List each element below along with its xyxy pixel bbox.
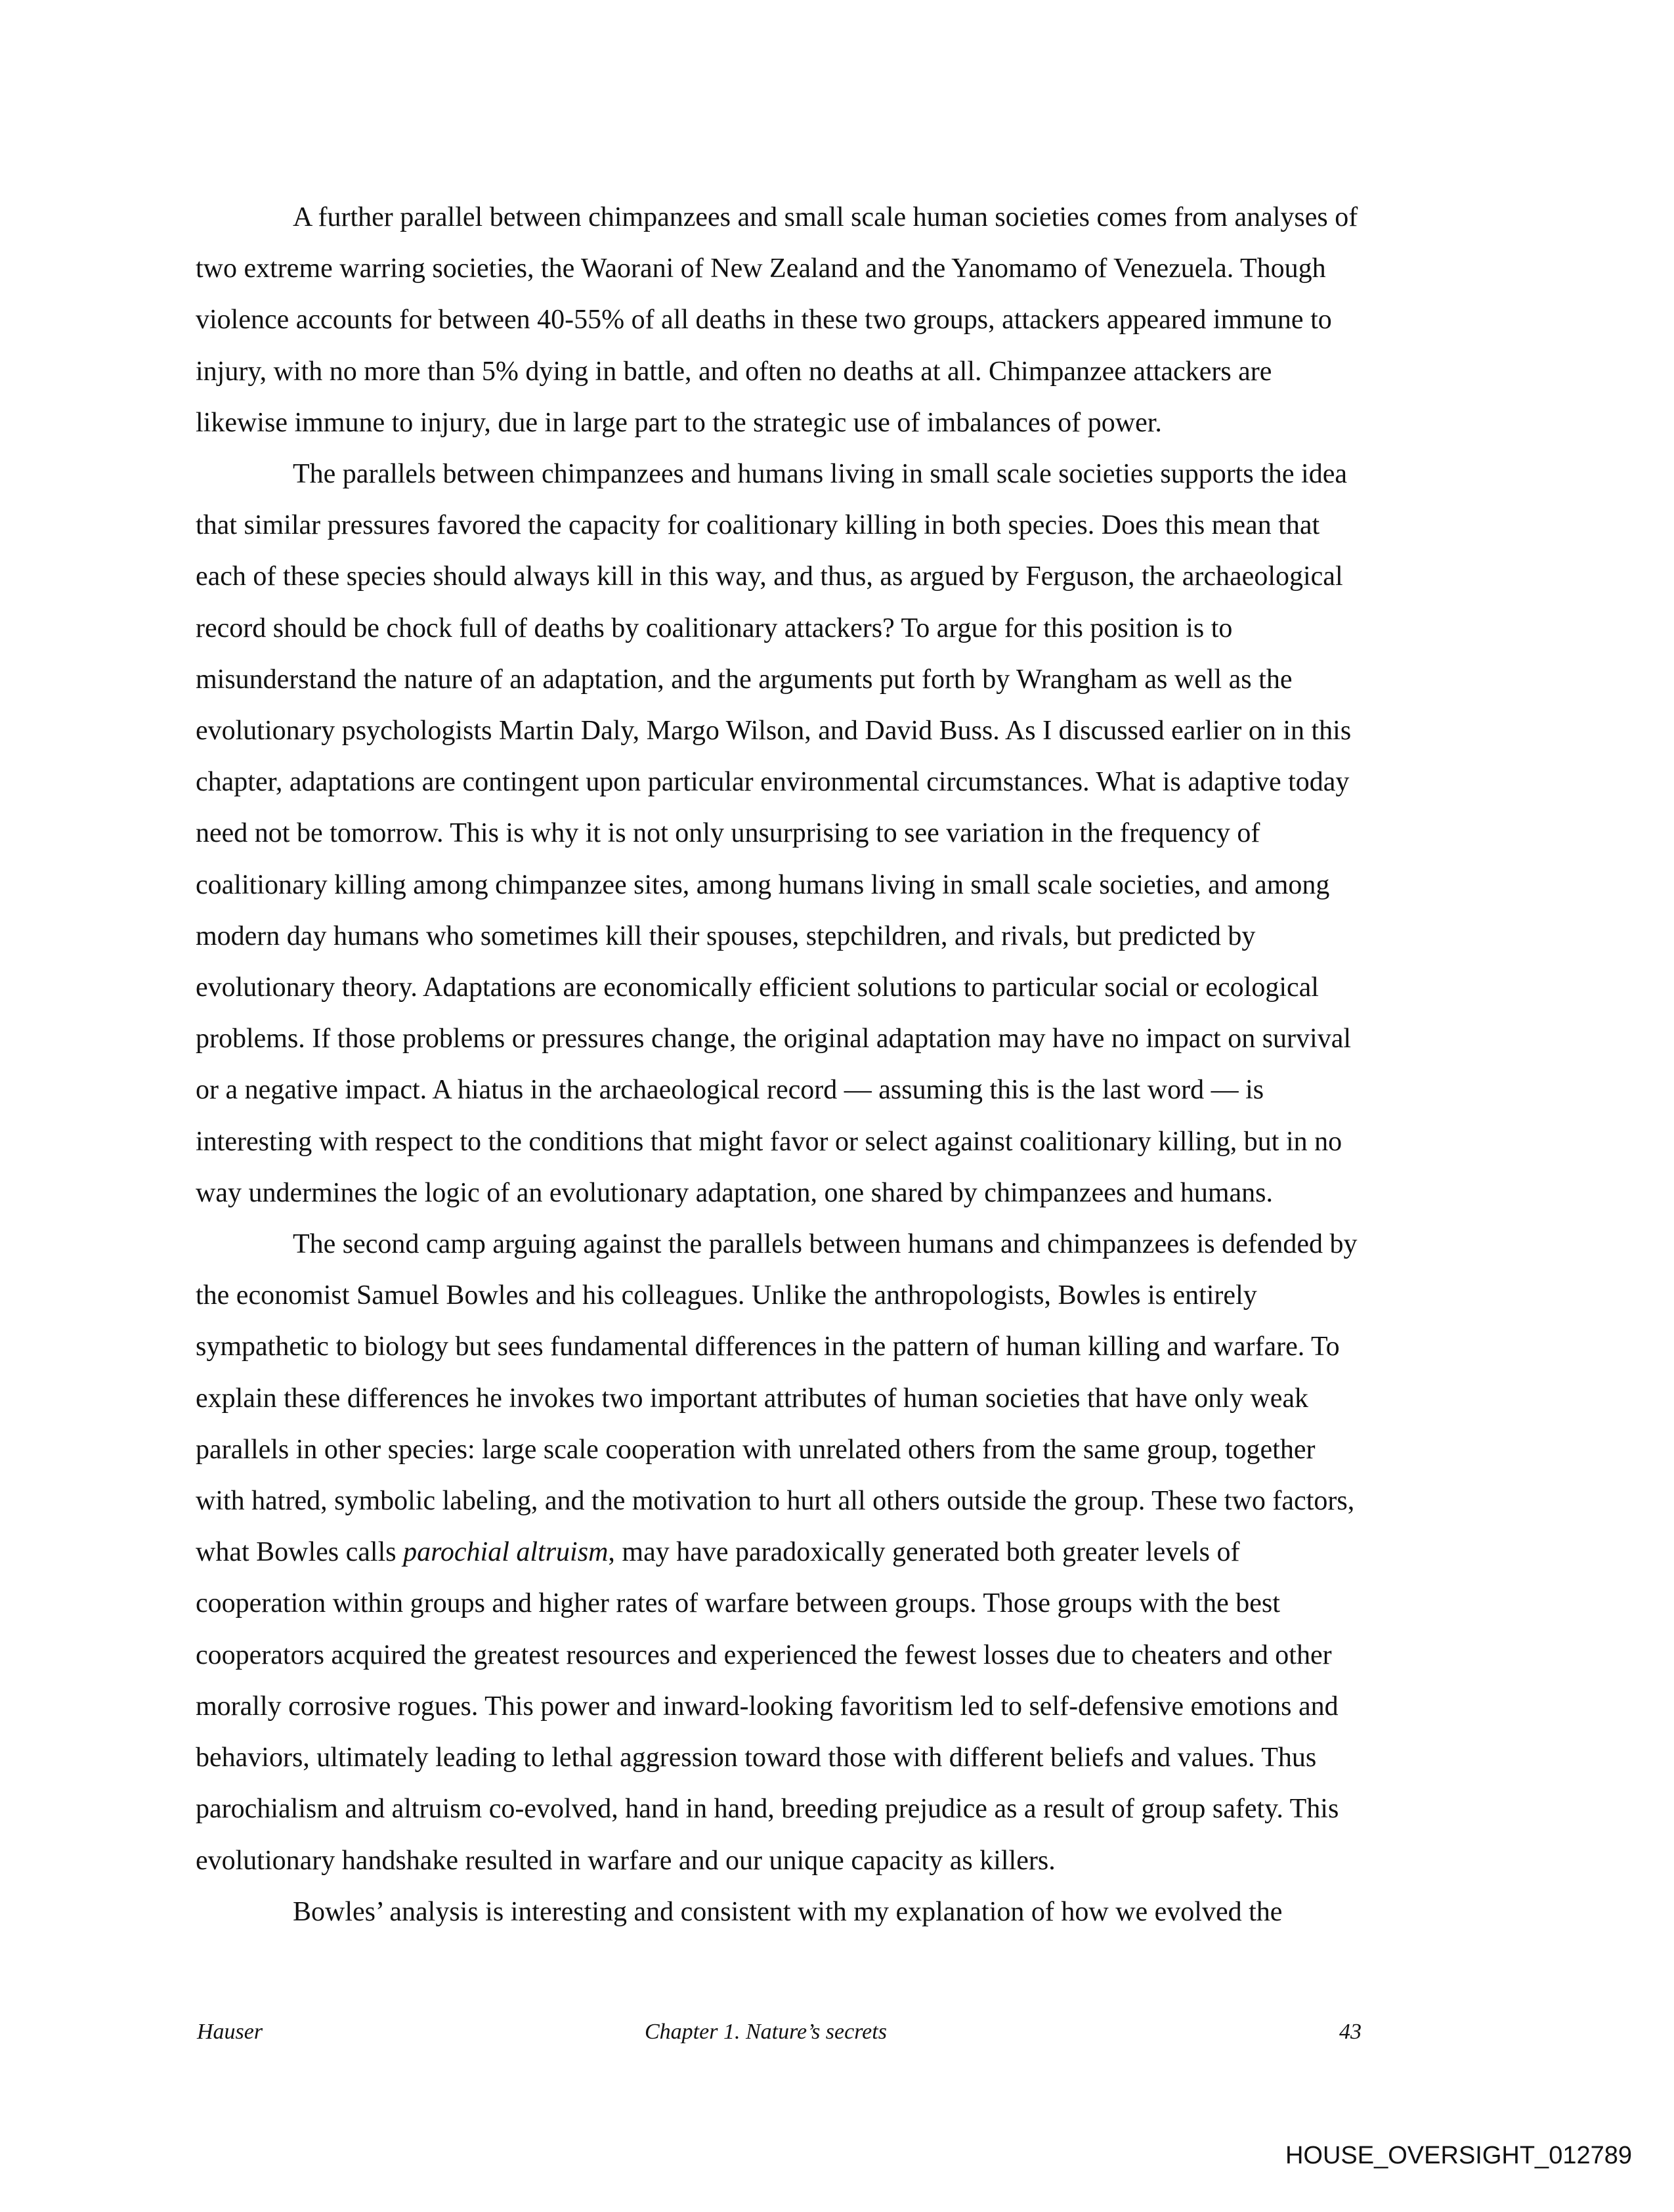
- text-line: [196, 1270, 1509, 1321]
- text-line-content: explain these differences he invokes two important attributes of human societies that have only weak: [196, 1383, 1309, 1414]
- text-line: [196, 294, 1509, 345]
- text-line: [196, 859, 1509, 911]
- text-line-content: morally corrosive rogues. This power and inward-looking favoritism led to self-defensive emotions and: [196, 1691, 1339, 1722]
- text-line-content: need not be tomorrow. This is why it is not only unsurprising to see variation in the frequency of: [196, 818, 1260, 849]
- text-line: [196, 1783, 1509, 1834]
- text-line: [196, 243, 1509, 294]
- text-line: [196, 1321, 1509, 1372]
- text-line-content: parallels in other species: large scale cooperation with unrelated others from the same group, together: [196, 1434, 1316, 1465]
- text-line-content: each of these species should always kill in this way, and thus, as argued by Ferguson, the archaeological: [196, 561, 1343, 592]
- text-line-content: Bowles’ analysis is interesting and consistent with my explanation of how we evolved the: [293, 1896, 1283, 1927]
- text-line-content: likewise immune to injury, due in large part to the strategic use of imbalances of power.: [196, 407, 1162, 438]
- text-line-content: The parallels between chimpanzees and humans living in small scale societies supports the idea: [293, 459, 1348, 490]
- text-line-content: record should be chock full of deaths by coalitionary attackers? To argue for this position is to: [196, 613, 1233, 643]
- text-line-content: evolutionary theory. Adaptations are economically efficient solutions to particular social or ecological: [196, 972, 1319, 1003]
- text-line-content: way undermines the logic of an evolutionary adaptation, one shared by chimpanzees and humans.: [196, 1177, 1273, 1208]
- text-line-content: coalitionary killing among chimpanzee sites, among humans living in small scale societies, and among: [196, 869, 1330, 900]
- text-line-content: sympathetic to biology but sees fundamental differences in the pattern of human killing and warfare. To: [196, 1332, 1340, 1362]
- italic-term: parochial altruism: [403, 1537, 609, 1568]
- text-line-content: or a negative impact. A hiatus in the archaeological record — assuming this is the last word — is: [196, 1075, 1264, 1106]
- text-line: [196, 1167, 1509, 1219]
- text-line-content: two extreme warring societies, the Waorani of New Zealand and the Yanomamo of Venezuela. Though: [196, 253, 1326, 284]
- text-line: [196, 962, 1509, 1013]
- text-line-content: modern day humans who sometimes kill their spouses, stepchildren, and rivals, but predicted by: [196, 921, 1256, 951]
- text-line: [196, 756, 1509, 808]
- text-line-content: the economist Samuel Bowles and his colleagues. Unlike the anthropologists, Bowles is entirely: [196, 1280, 1257, 1311]
- body-text: [196, 192, 1509, 1938]
- text-line: [196, 1219, 1509, 1270]
- text-line: [196, 1013, 1509, 1064]
- footer-chapter: Chapter 1. Nature’s secrets: [645, 2020, 887, 2044]
- text-line-content: injury, with no more than 5% dying in battle, and often no deaths at all. Chimpanzee attackers are: [196, 356, 1272, 387]
- footer-author: Hauser: [197, 2020, 263, 2044]
- text-line-content: chapter, adaptations are contingent upon particular environmental circumstances. What is adaptive today: [196, 767, 1350, 798]
- text-line: [196, 1630, 1509, 1681]
- document-id-stamp: HOUSE_OVERSIGHT_012789: [1285, 2142, 1632, 2169]
- text-line: [196, 808, 1509, 859]
- text-line-content: evolutionary psychologists Martin Daly, Margo Wilson, and David Buss. As I discussed earlier on in this: [196, 716, 1352, 747]
- text-line: [196, 1373, 1509, 1424]
- text-line-content: A further parallel between chimpanzees and small scale human societies comes from analyses of: [293, 202, 1358, 232]
- text-line: [196, 911, 1509, 962]
- text-line: [196, 1681, 1509, 1732]
- text-line-content: evolutionary handshake resulted in warfare and our unique capacity as killers.: [196, 1845, 1056, 1876]
- text-line-content: The second camp arguing against the parallels between humans and chimpanzees is defended by: [293, 1229, 1358, 1260]
- text-line-content: cooperators acquired the greatest resources and experienced the fewest losses due to cheaters and other: [196, 1639, 1332, 1670]
- text-line-content: problems. If those problems or pressures change, the original adaptation may have no impact on survival: [196, 1024, 1352, 1054]
- text-line-content: misunderstand the nature of an adaptation, and the arguments put forth by Wrangham as well as the: [196, 664, 1293, 695]
- text-line: [196, 603, 1509, 654]
- footer-page-number: 43: [1339, 2020, 1362, 2044]
- text-line: [196, 1835, 1509, 1886]
- text-line: [196, 397, 1509, 448]
- text-line-content: behaviors, ultimately leading to lethal aggression toward those with different beliefs and values. Thus: [196, 1743, 1317, 1773]
- text-line: [196, 551, 1509, 602]
- text-line-content: with hatred, symbolic labeling, and the motivation to hurt all others outside the group. These two factors,: [196, 1486, 1355, 1517]
- text-line: [196, 705, 1509, 756]
- text-line: [196, 1527, 1509, 1578]
- text-line-continuation: , may have paradoxically generated both greater levels of: [608, 1537, 1240, 1568]
- text-line-content: that similar pressures favored the capacity for coalitionary killing in both species. Does this mean that: [196, 510, 1320, 541]
- text-line-content: interesting with respect to the conditions that might favor or select against coalitionary killing, but in no: [196, 1126, 1342, 1157]
- text-line: [196, 1064, 1509, 1116]
- text-line: [196, 448, 1509, 500]
- text-line: [196, 500, 1509, 551]
- text-line: [196, 1475, 1509, 1527]
- text-line: [196, 1116, 1509, 1167]
- text-line-content: what Bowles calls: [196, 1537, 404, 1568]
- text-line: [196, 192, 1509, 243]
- text-line: [196, 1424, 1509, 1475]
- text-line: [196, 1886, 1509, 1938]
- text-line: [196, 346, 1509, 397]
- text-line-content: cooperation within groups and higher rates of warfare between groups. Those groups with the best: [196, 1588, 1280, 1619]
- text-line-content: parochialism and altruism co-evolved, hand in hand, breeding prejudice as a result of group safety. This: [196, 1794, 1339, 1825]
- text-line-content: violence accounts for between 40-55% of all deaths in these two groups, attackers appeared immune to: [196, 305, 1332, 336]
- text-line: [196, 1732, 1509, 1783]
- text-line: [196, 1578, 1509, 1629]
- text-line: [196, 654, 1509, 705]
